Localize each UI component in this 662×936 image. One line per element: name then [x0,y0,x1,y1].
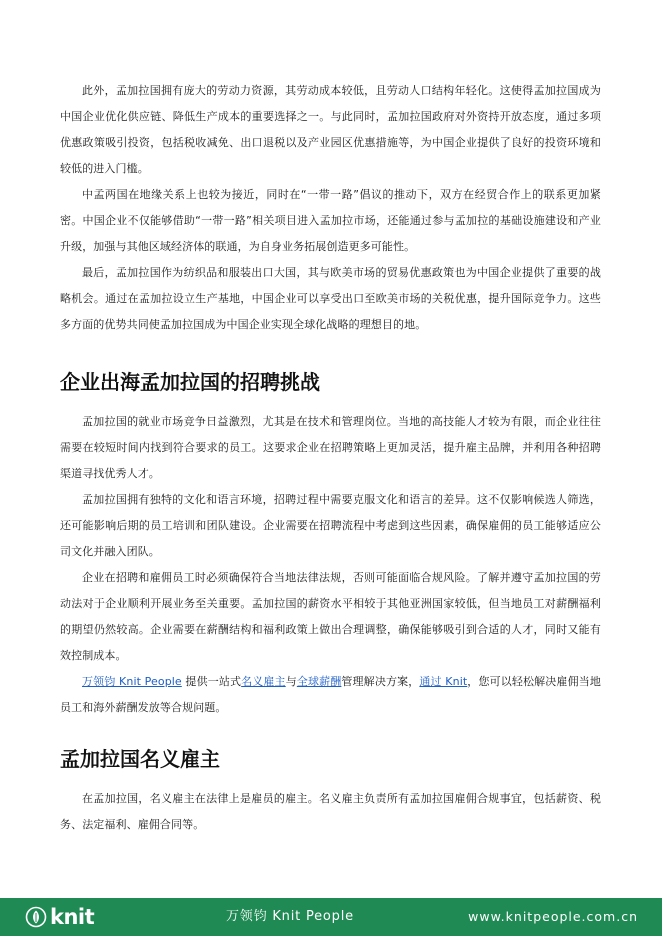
paragraph-intro-3: 最后，孟加拉国作为纺织品和服装出口大国，其与欧美市场的贸易优惠政策也为中国企业提供了重要的战略机会。通过在孟加拉设立生产基地，中国企业可以享受出口至欧美市场的关税优惠，提升国际竞争力。这些多方面的优势共同使孟加拉国成为中国企业实现全球化战略的理想目的地。 [60,266,601,331]
paragraph-intro-2: 中孟两国在地缘关系上也较为接近，同时在“一带一路”倡议的推动下，双方在经贸合作上的联系更加紧密。中国企业不仅能够借助“一带一路”相关项目进入孟加拉市场，还能通过参与孟加拉的基础设施建设和产业升级，加强与其他区域经济体的联通，为自身业务拓展创造更多可能性。 [60,188,601,253]
knit-logo[interactable] [25,904,94,930]
promo-text-2: 与 [285,675,297,688]
heading-bangladesh-eor: 孟加拉国名义雇主 [60,747,220,771]
global-payroll-link[interactable]: 全球薪酬 [296,675,342,688]
paragraph-promo [60,669,601,721]
eor-link[interactable]: 名义雇主 [241,675,286,688]
paragraph-eor-1: 在孟加拉国，名义雇主在法律上是雇员的雇主。名义雇主负责所有孟加拉国雇佣合规事宜，包括薪资、税务、法定福利、雇佣合同等。 [60,792,601,831]
paragraph-recruit-1: 孟加拉国的就业市场竞争日益激烈，尤其是在技术和管理岗位。当地的高技能人才较为有限，而企业往往需要在较短时间内找到符合要求的员工。这要求企业在招聘策略上更加灵活，提升雇主品牌，并利用各种招聘渠道寻找优秀人才。 [60,415,601,480]
document-body [60,78,601,838]
footer-company-name: 万领钧 Knit People [226,909,354,924]
promo-text-1: 提供一站式 [181,675,242,688]
page-footer [0,898,662,936]
logo-text: knit [50,905,95,929]
knit-people-link[interactable]: 万领钧 Knit People [82,675,182,688]
paragraph-intro-1: 此外，孟加拉国拥有庞大的劳动力资源，其劳动成本较低，且劳动人口结构年轻化。这使得孟加拉国成为中国企业优化供应链、降低生产成本的重要选择之一。与此同时，孟加拉国政府对外资持开放态度，通过多项优惠政策吸引投资，包括税收减免、出口退税以及产业园区优惠措施等，为中国企业提供了良好的投资环境和较低的进入门槛。 [60,84,601,175]
knit-leaf-icon [25,906,47,928]
promo-text-3: 管理解决方案， [341,675,420,688]
paragraph-recruit-3: 企业在招聘和雇佣员工时必须确保符合当地法律法规，否则可能面临合规风险。了解并遵守孟加拉国的劳动法对于企业顺利开展业务至关重要。孟加拉国的薪资水平相较于其他亚洲国家较低，但当地员工对薪酬福利的期望仍然较高。企业需要在薪酬结构和福利政策上做出合理调整，确保能够吸引到合适的人才，同时又能有效控制成本。 [60,571,601,662]
paragraph-recruit-2: 孟加拉国拥有独特的文化和语言环境，招聘过程中需要克服文化和语言的差异。这不仅影响候选人筛选，还可能影响后期的员工培训和团队建设。企业需要在招聘流程中考虑到这些因素，确保雇佣的员工能够适应公司文化并融入团队。 [60,493,601,558]
promo-text-4: ，您可以轻松解决雇佣当地员工和海外薪酬发放等合规问题。 [60,675,601,714]
footer-website-url[interactable]: www.knitpeople.com.cn [468,909,638,924]
heading-recruitment-challenges: 企业出海孟加拉国的招聘挑战 [60,370,320,394]
via-knit-link[interactable]: 通过 Knit [419,675,468,688]
